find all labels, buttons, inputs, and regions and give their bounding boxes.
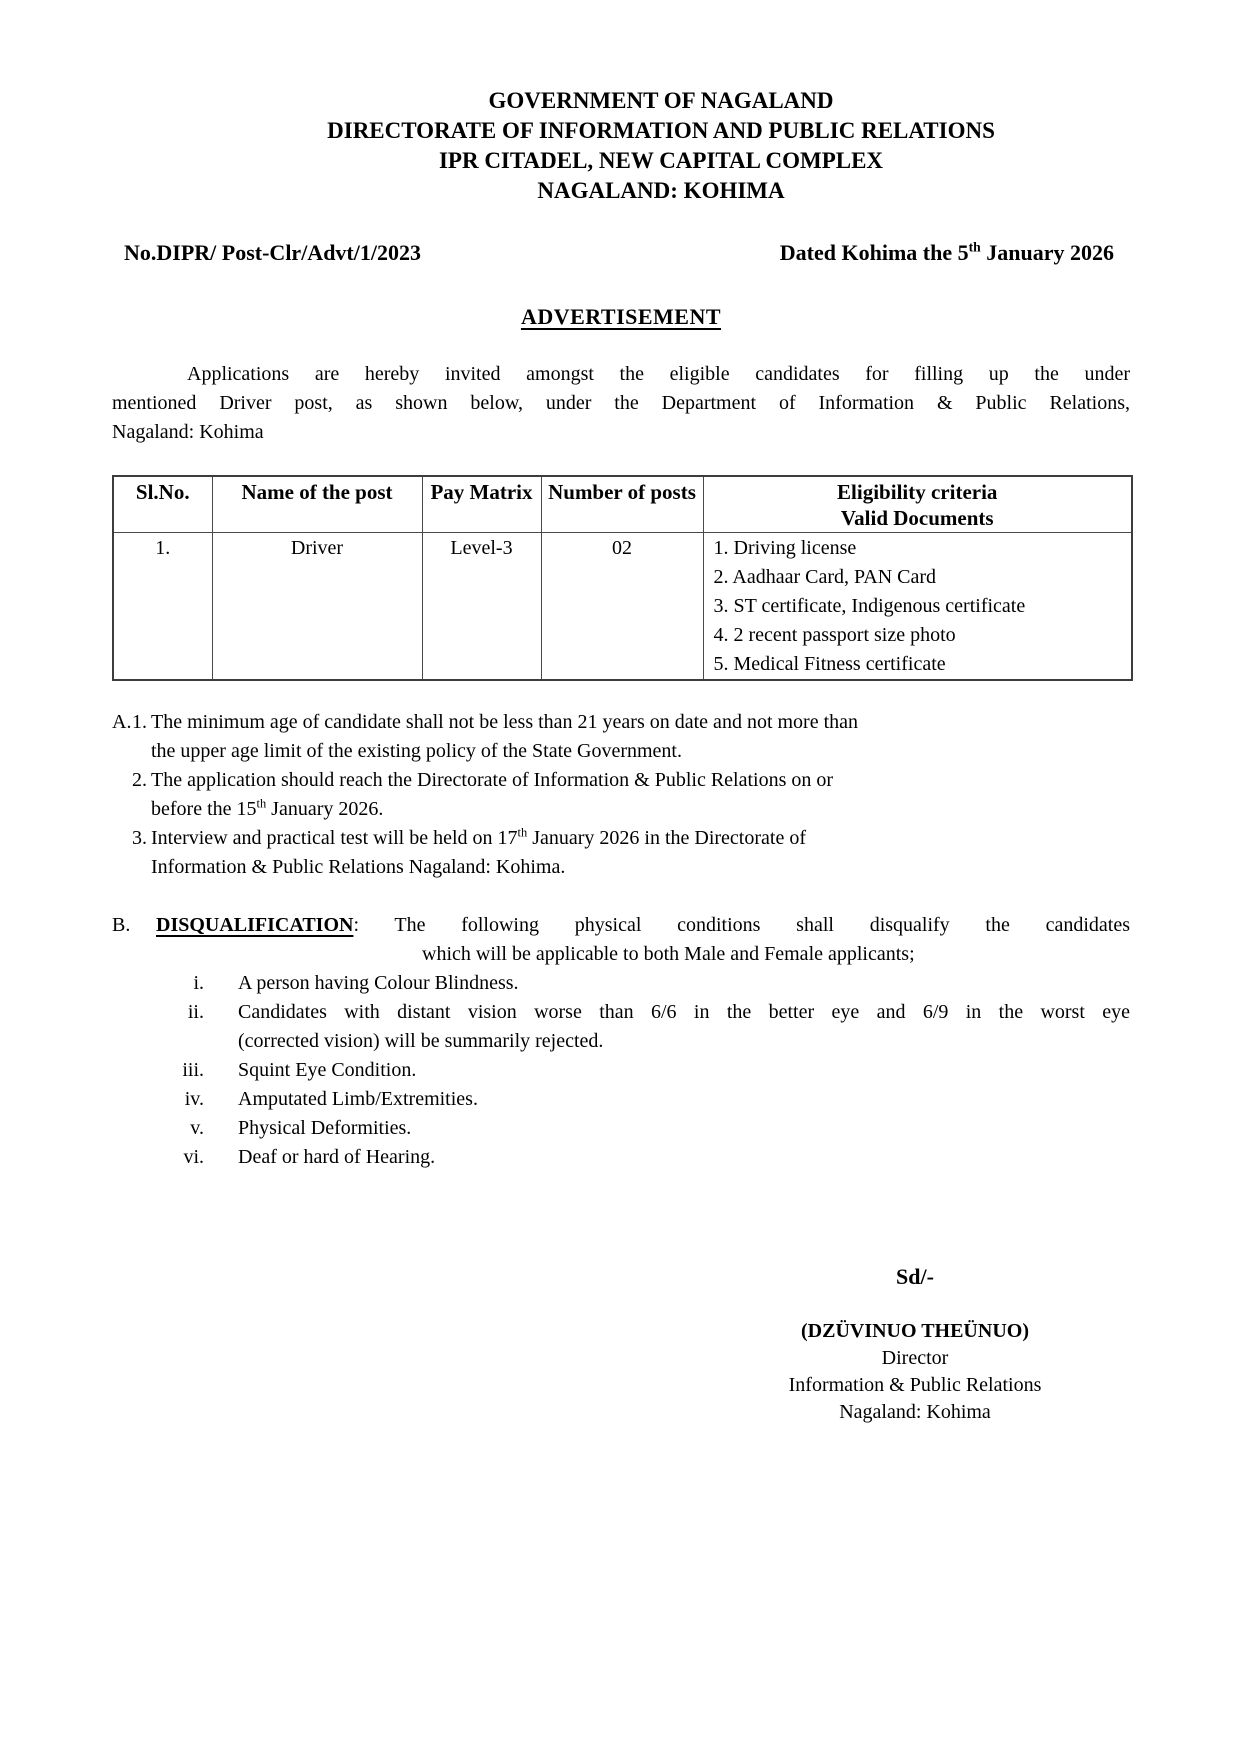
cell-number-of-posts: 02 bbox=[541, 532, 703, 680]
disqualification-heading: DISQUALIFICATION bbox=[156, 913, 354, 936]
list-item-ii: ii. Candidates with distant vision worse than 6/6 in the better eye and 6/9 in the worst eye (corrected vision) will be summarily rejected. bbox=[187, 1000, 1130, 1052]
intro-line-3: Nagaland: Kohima bbox=[112, 421, 264, 443]
section-a-label: A. bbox=[112, 710, 132, 733]
advertisement-title: ADVERTISEMENT bbox=[520, 304, 722, 329]
date-ordinal-suffix: th bbox=[517, 824, 528, 839]
date-ordinal-suffix: th bbox=[968, 239, 981, 255]
eligibility-item: 1. Driving license bbox=[713, 536, 857, 559]
col-header-slno: Sl.No. bbox=[113, 476, 212, 532]
signature-sd: Sd/- bbox=[896, 1263, 934, 1289]
section-a bbox=[112, 708, 1130, 882]
header-line-address: IPR CITADEL, NEW CAPITAL COMPLEX bbox=[438, 148, 884, 173]
disqualification-list bbox=[112, 969, 1130, 1172]
signatory-location: Nagaland: Kohima bbox=[839, 1400, 991, 1423]
list-item-iv: iv. Amputated Limb/Extremities. bbox=[184, 1087, 478, 1110]
intro-line-2: mentioned Driver post, as shown below, under the Department of Information & Public Relations, bbox=[112, 392, 1130, 414]
section-b bbox=[112, 911, 1130, 969]
disqualification-subline: which will be applicable to both Male and Female applicants; bbox=[422, 942, 915, 965]
header-line-state: NAGALAND: KOHIMA bbox=[537, 178, 785, 203]
intro-paragraph bbox=[112, 360, 1130, 447]
eligibility-item: 2. Aadhaar Card, PAN Card bbox=[713, 565, 937, 588]
list-item-v: v. Physical Deformities. bbox=[190, 1116, 412, 1139]
list-item-i: i. A person having Colour Blindness. bbox=[193, 971, 519, 994]
cell-pay-matrix: Level-3 bbox=[422, 532, 541, 680]
col-header-post-name: Name of the post bbox=[212, 476, 422, 532]
signatory-designation: Director bbox=[881, 1346, 949, 1369]
signature-block bbox=[700, 1262, 1130, 1426]
table-header-row bbox=[113, 476, 1132, 532]
section-a-item-1: 1. The minimum age of candidate shall not be less than 21 years on date and not more than the upper age limit of the existing policy of the State Government. bbox=[132, 710, 859, 762]
reference-row bbox=[112, 238, 1130, 268]
section-b-label: B. bbox=[112, 913, 131, 936]
cell-slno: 1. bbox=[113, 532, 212, 680]
section-a-item-3: 3. Interview and practical test will be held on 17th January 2026 in the Directorate of Information & Public Relations Nagaland: Kohima. bbox=[132, 824, 806, 878]
document-header bbox=[192, 86, 1130, 206]
col-header-number-of-posts: Number of posts bbox=[541, 476, 703, 532]
eligibility-item: 3. ST certificate, Indigenous certificate bbox=[713, 594, 1026, 617]
list-item-vi: vi. Deaf or hard of Hearing. bbox=[183, 1145, 436, 1168]
section-a-item-2: 2. The application should reach the Directorate of Information & Public Relations on or before the 15th January 2026. bbox=[132, 768, 834, 820]
col-header-pay-matrix: Pay Matrix bbox=[422, 476, 541, 532]
reference-number: No.DIPR/ Post-Clr/Advt/1/2023 bbox=[124, 240, 421, 265]
intro-line-1: Applications are hereby invited amongst the eligible candidates for filling up the under bbox=[187, 363, 1130, 385]
date-ordinal-suffix: th bbox=[256, 795, 267, 810]
cell-post-name: Driver bbox=[212, 532, 422, 680]
eligibility-item: 4. 2 recent passport size photo bbox=[713, 623, 956, 646]
col-header-eligibility: Eligibility criteria Valid Documents bbox=[703, 476, 1132, 532]
list-item-iii: iii. Squint Eye Condition. bbox=[182, 1058, 417, 1081]
disqualification-heading-line: DISQUALIFICATION: The following physical conditions shall disqualify the candidates bbox=[156, 913, 1130, 936]
header-line-directorate: DIRECTORATE OF INFORMATION AND PUBLIC RELATIONS bbox=[327, 118, 995, 143]
signatory-department: Information & Public Relations bbox=[788, 1373, 1042, 1396]
recruitment-table bbox=[112, 475, 1133, 681]
section-a-list bbox=[132, 708, 1130, 882]
table-row bbox=[113, 532, 1132, 680]
document-date: Dated Kohima the 5th January 2026 bbox=[779, 239, 1114, 265]
signatory-name: (DZÜVINUO THEÜNUO) bbox=[801, 1319, 1029, 1342]
eligibility-item: 5. Medical Fitness certificate bbox=[713, 652, 946, 675]
header-line-government: GOVERNMENT OF NAGALAND bbox=[488, 88, 834, 113]
cell-eligibility bbox=[703, 532, 1132, 680]
